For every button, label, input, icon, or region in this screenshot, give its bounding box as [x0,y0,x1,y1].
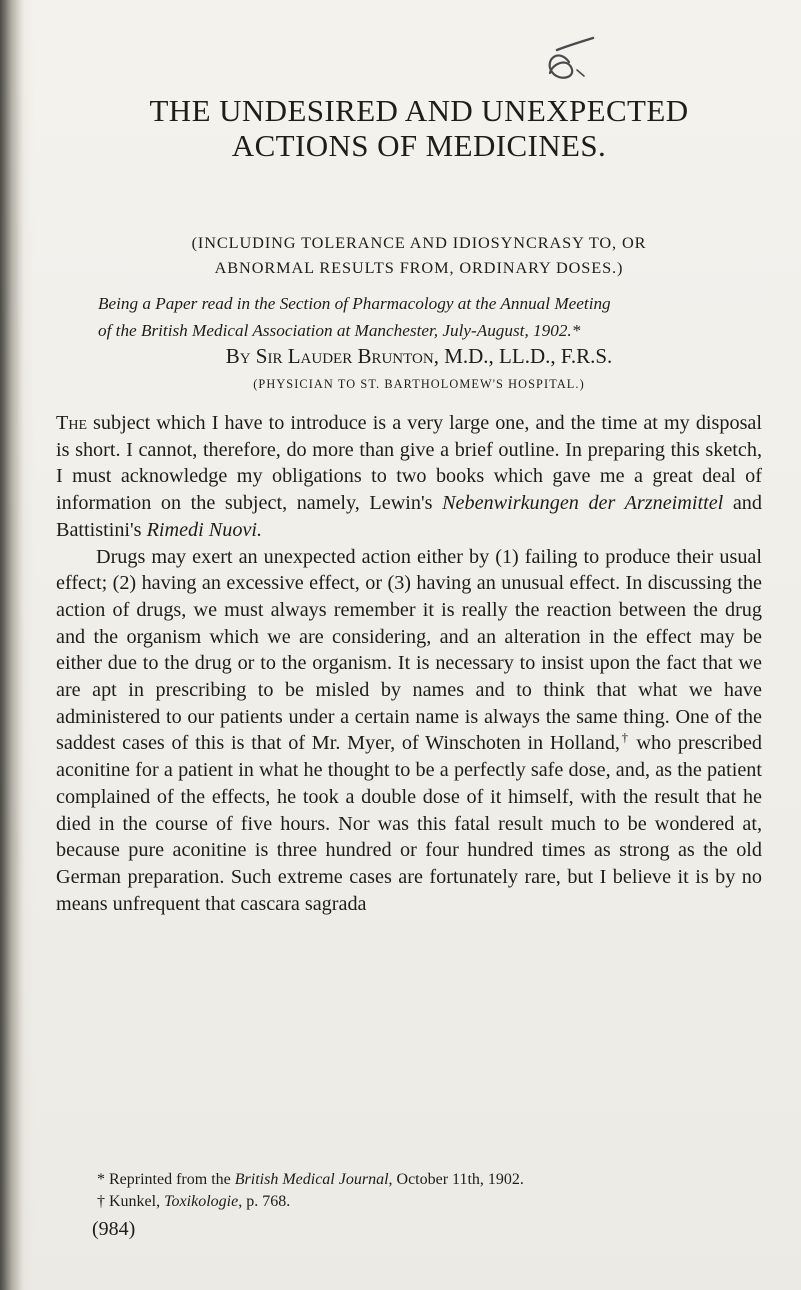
footnote-1-marker: * [97,1171,105,1188]
paragraph-2 [56,544,762,918]
subtitle-line-2: ABNORMAL RESULTS FROM, ORDINARY DOSES.) [214,258,624,277]
hospital-line: (PHYSICIAN TO ST. BARTHOLOMEW'S HOSPITAL.) [253,377,585,391]
footnotes [97,1169,757,1213]
footnote-1-prefix: Reprinted from the [105,1171,235,1188]
paper-source-note [98,290,758,344]
paragraph-2-text: Drugs may exert an unexpected action either by (1) failing to produce their usual effect; (2) having an excessive effect, or (3) having an unusual effect. In discussing the action of drugs, we must always remember it is really the reaction between the drug and the organism which we are considering, and an alteration in the effect may be either due to the drug or to the organism. It is necessary to insist upon the fact that we are apt in prescribing to be misled by names and to think that what we have administered to our patients under a certain name is always the same thing. One of the saddest cases of this is that of Mr. Myer, of Winschoten in Holland, [56,545,762,755]
paragraph-2-rest: who prescribed aconitine for a patient in what he thought to be a perfectly safe dose, and, as the patient complained of the effects, he took a double dose of it himself, with the result that he died in the course of five hours. Nor was this fatal result much to be wondered at, because pure aconitine is three hundred or four hundred times as strong as the old German preparation. Such extreme cases are fortunately rare, but I believe it is by no means unfrequent that cascara sagrada [56,732,762,915]
subtitle-line-1: (INCLUDING TOLERANCE AND IDIOSYNCRASY TO, OR [191,233,647,252]
footnote-1-journal: British Medical Journal [234,1171,389,1188]
paragraph-1-text: subject which I have to introduce is a very large one, and the time at my disposal is short. I cannot, therefore, do more than give a brief outline. In preparing this sketch, I must acknowledge my obligations to two books which gave me a great deal of information on the subject, namely, Lewin's [56,412,762,515]
footnote-marker-dagger: † [619,730,630,745]
footnote-2-title: Toxikologie [164,1193,239,1210]
footnote-1-suffix: , October 11th, 1902. [388,1171,524,1188]
handwritten-mark-icon [532,30,604,100]
title-line-2: ACTIONS OF MEDICINES. [231,128,607,163]
page-edge-shadow [0,0,24,1290]
source-note-line-1: Being a Paper read in the Section of Pharmacology at the Annual Meeting [98,294,611,313]
book-title-2: Rimedi Nuovi. [146,518,263,541]
footnote-2-prefix: Kunkel, [105,1193,165,1210]
page-number: (984) [92,1218,136,1240]
footnote-2-suffix: , p. 768. [238,1193,291,1210]
article-body [56,410,762,917]
footnote-2 [97,1191,757,1213]
source-note-line-2: of the British Medical Association at Manchester, July-August, 1902.* [98,321,581,340]
paper-title [98,93,740,163]
paragraph-1-middle: and Battistini's [56,492,762,541]
footnote-1 [97,1169,757,1191]
title-line-1: THE UNDESIRED AND UNEXPECTED [149,93,689,128]
author-line: By Sir Lauder Brunton, M.D., LL.D., F.R.S. [225,344,613,368]
paper-subtitle [100,230,738,280]
book-title-1: Nebenwirkungen der Arzneimittel [442,492,724,515]
footnote-2-marker: † [97,1193,105,1210]
paragraph-1-lead: The [56,412,87,434]
paragraph-1 [56,410,762,544]
